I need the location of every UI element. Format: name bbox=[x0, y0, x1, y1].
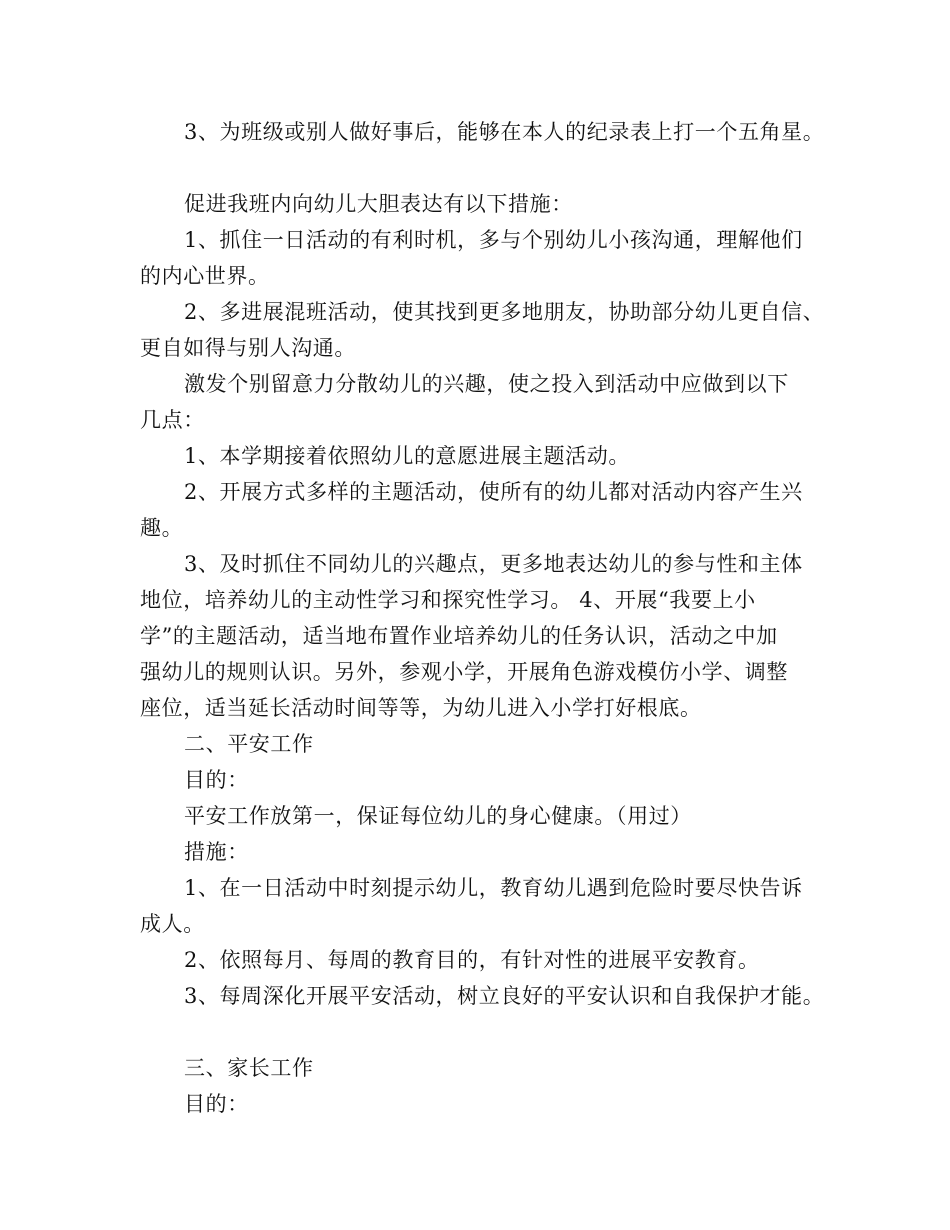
text-line: 目的： bbox=[184, 768, 249, 792]
text-line: 成人。 bbox=[140, 912, 205, 936]
text-line: 3、为班级或别人做好事后，能够在本人的纪录表上打一个五角星。 bbox=[184, 120, 825, 144]
text-line: 2、开展方式多样的主题活动，使所有的幼儿都对活动内容产生兴 bbox=[184, 480, 803, 504]
text-line: 强幼儿的规则认识。另外，参观小学，开展角色游戏模仿小学、调整 bbox=[140, 660, 788, 684]
text-line: 1、抓住一日活动的有利时机，多与个别幼儿小孩沟通，理解他们 bbox=[184, 228, 803, 252]
section-heading: 二、平安工作 bbox=[184, 732, 314, 756]
text-line: 措施： bbox=[184, 840, 249, 864]
section-heading: 三、家长工作 bbox=[184, 1056, 314, 1080]
text-line: 1、本学期接着依照幼儿的意愿进展主题活动。 bbox=[184, 444, 630, 468]
text-line: 地位，培养幼儿的主动性学习和探究性学习。 4、开展“我要上小 bbox=[140, 588, 756, 612]
text-line: 座位，适当延长活动时间等等，为幼儿进入小学打好根底。 bbox=[140, 696, 702, 720]
text-line: 平安工作放第一，保证每位幼儿的身心健康。（用过） bbox=[184, 804, 692, 828]
text-line: 3、及时抓住不同幼儿的兴趣点，更多地表达幼儿的参与性和主体 bbox=[184, 552, 803, 576]
text-line: 2、依照每月、每周的教育目的，有针对性的进展平安教育。 bbox=[184, 948, 760, 972]
text-line: 几点： bbox=[140, 408, 205, 432]
text-line: 的内心世界。 bbox=[140, 264, 270, 288]
text-line: 趣。 bbox=[140, 516, 184, 540]
text-line: 学”的主题活动，适当地布置作业培养幼儿的任务认识，活动之中加 bbox=[140, 624, 778, 648]
text-line: 目的： bbox=[184, 1092, 249, 1116]
text-line: 促进我班内向幼儿大胆表达有以下措施： bbox=[184, 192, 573, 216]
text-line: 更自如得与别人沟通。 bbox=[140, 336, 356, 360]
text-line: 2、多进展混班活动，使其找到更多地朋友，协助部分幼儿更自信、 bbox=[184, 300, 825, 324]
text-line: 3、每周深化开展平安活动，树立良好的平安认识和自我保护才能。 bbox=[184, 984, 825, 1008]
text-line: 激发个别留意力分散幼儿的兴趣，使之投入到活动中应做到以下 bbox=[184, 372, 789, 396]
text-line: 1、在一日活动中时刻提示幼儿，教育幼儿遇到危险时要尽快告诉 bbox=[184, 876, 803, 900]
